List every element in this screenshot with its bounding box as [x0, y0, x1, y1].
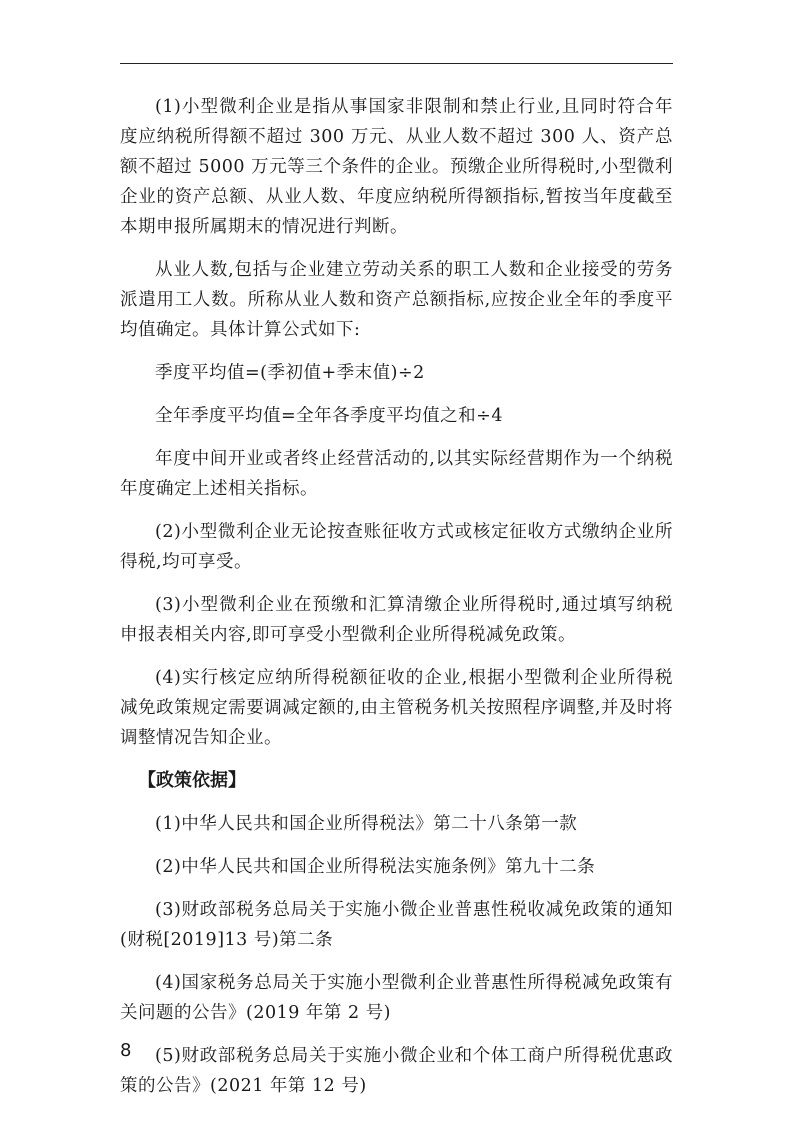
- paragraph: (4)实行核定应纳所得税额征收的企业,根据小型微利企业所得税减免政策规定需要调减定额的,由主管税务机关按照程序调整,并及时将调整情况告知企业。: [120, 668, 673, 748]
- paragraph: 年度中间开业或者终止经营活动的,以其实际经营期作为一个纳税年度确定上述相关指标。: [120, 449, 673, 499]
- policy-item: (2)中华人民共和国企业所得税法实施条例》第九十二条: [155, 857, 596, 877]
- page-body: [120, 92, 673, 1114]
- paragraph: (1)小型微利企业是指从事国家非限制和禁止行业,且同时符合年度应纳税所得额不超过 300 万元、从业人数不超过 300 人、资产总额不超过 5000 万元等三个条件的企业。预缴企业所得税时,小型微利企业的资产总额、从业人数、年度应纳税所得额指标,暂按当年度截至本期申报所属期末的情况进行判断。: [120, 97, 673, 237]
- policy-item: (4)国家税务总局关于实施小型微利企业普惠性所得税减免政策有关问题的公告》(2019 年第 2 号): [120, 973, 673, 1023]
- paragraph: (3)小型微利企业在预缴和汇算清缴企业所得税时,通过填写纳税申报表相关内容,即可享受小型微利企业所得税减免政策。: [120, 595, 673, 645]
- paragraph: 从业人数,包括与企业建立劳动关系的职工人数和企业接受的劳务派遣用工人数。所称从业人数和资产总额指标,应按企业全年的季度平均值确定。具体计算公式如下:: [120, 260, 673, 340]
- policy-item: (1)中华人民共和国企业所得税法》第二十八条第一款: [155, 814, 578, 834]
- policy-item: (5)财政部税务总局关于实施小微企业和个体工商户所得税优惠政策的公告》(2021 年第 12 号): [120, 1046, 673, 1096]
- policy-item: (3)财政部税务总局关于实施小微企业普惠性税收减免政策的通知(财税[2019]13 号)第二条: [120, 900, 673, 950]
- header-rule: [120, 63, 673, 64]
- formula-line: 全年季度平均值=全年各季度平均值之和÷4: [155, 406, 503, 426]
- formula-line: 季度平均值=(季初值+季末值)÷2: [155, 363, 425, 383]
- section-heading: 【政策依据】: [138, 770, 246, 791]
- paragraph: (2)小型微利企业无论按查账征收方式或核定征收方式缴纳企业所得税,均可享受。: [120, 522, 673, 572]
- page-number: 8: [120, 1040, 132, 1061]
